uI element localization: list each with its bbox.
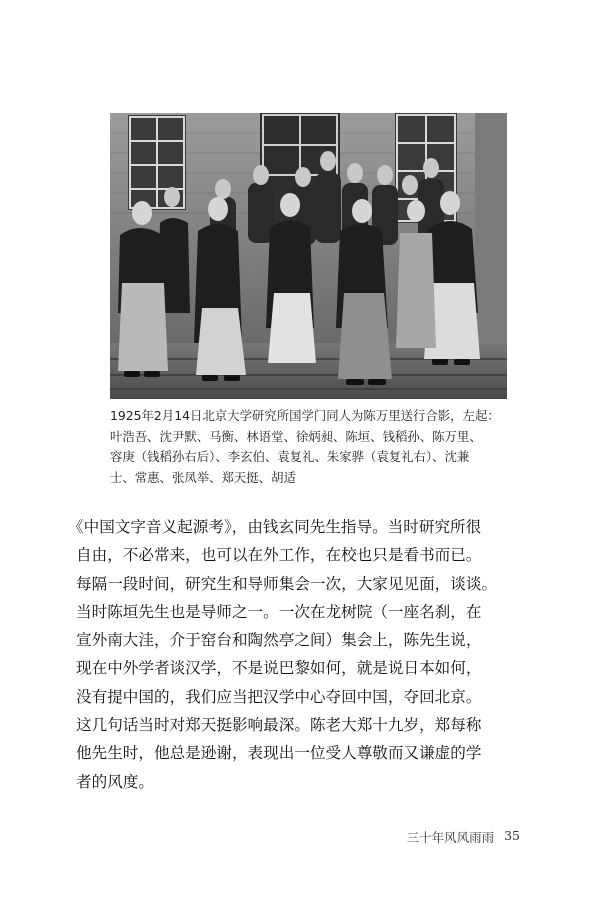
body-line: 每隔一段时间，研究生和导师集会一次，大家见见面，谈谈。: [76, 574, 498, 593]
caption-line: 士、常惠、张凤举、郑天挺、胡适: [110, 469, 296, 485]
page-footer: [380, 828, 520, 846]
body-line: 自由，不必常来，也可以在外工作，在校也只是看书而已。: [76, 546, 482, 565]
body-line: 没有提中国的，我们应当把汉学中心夺回中国，夺回北京。: [76, 687, 482, 706]
group-photograph: [110, 113, 507, 399]
body-line: 他先生时，他总是逊谢，表现出一位受人尊敬而又谦虚的学: [76, 744, 482, 763]
caption-line: 容庚（钱稻孙右后）、李玄伯、袁复礼、朱家骅（袁复礼右）、沈兼: [110, 449, 470, 464]
body-line: 当时陈垣先生也是导师之一。一次在龙树院（一座名刹，在: [76, 602, 482, 621]
body-line: 现在中外学者谈汉学，不是说巴黎如何，就是说日本如何，: [76, 659, 482, 678]
photo-caption: [110, 406, 510, 488]
body-paragraph: [68, 513, 546, 796]
caption-line: 1925年2月14日北京大学研究所国学门同人为陈万里送行合影，左起：: [110, 408, 500, 423]
page-number: 35: [504, 828, 520, 843]
body-line: 宣外南大洼，介于窑台和陶然亭之间）集会上，陈先生说，: [76, 631, 482, 650]
body-line: 《中国文字音义起源考》，由钱玄同先生指导。当时研究所很: [68, 518, 482, 536]
body-line: 者的风度。: [76, 772, 154, 791]
caption-line: 叶浩吾、沈尹默、马衡、林语堂、徐炳昶、陈垣、钱稻孙、陈万里、: [110, 428, 482, 444]
body-line: 这几句话当时对郑天挺影响最深。陈老大郑十九岁，郑每称: [76, 716, 482, 735]
running-title: 三十年风风雨雨: [406, 830, 495, 845]
